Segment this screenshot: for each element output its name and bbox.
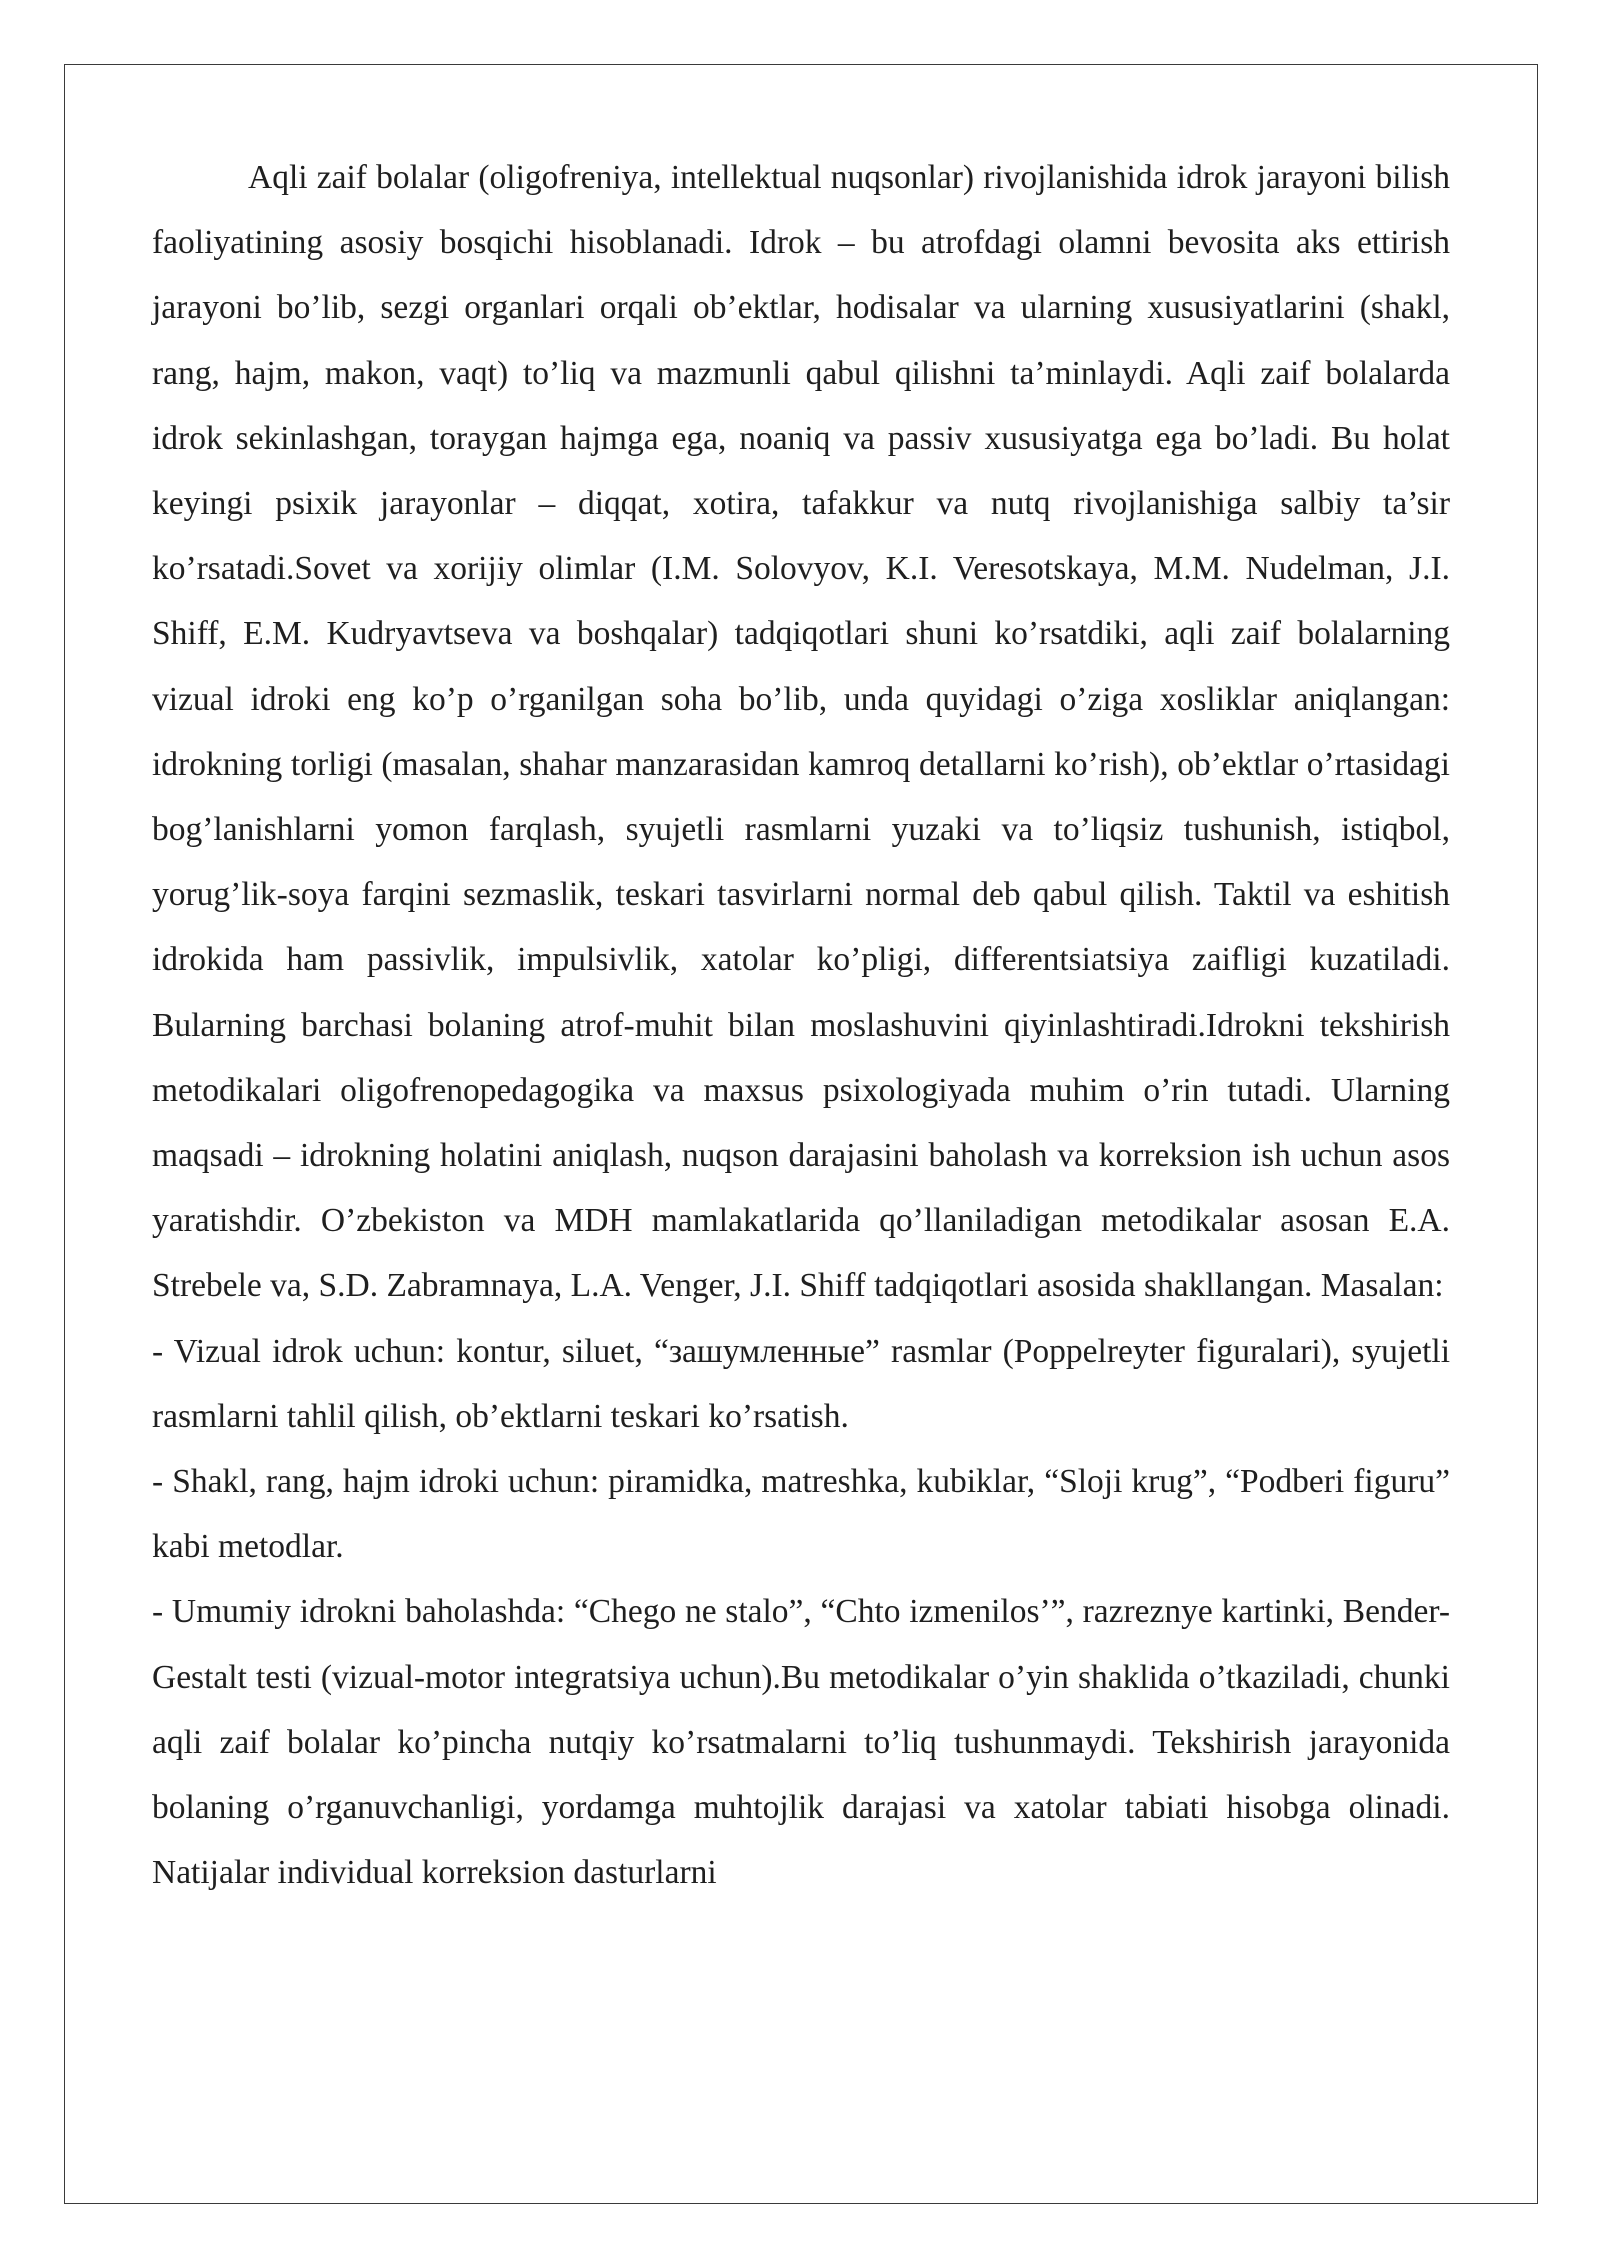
list-item-shape-color-size: - Shakl, rang, hajm idroki uchun: piramidka, matreshka, kubiklar, “Sloji krug”, “Podberi figuru” kabi metodlar. xyxy=(152,1463,1450,1566)
paragraph-intro: Aqli zaif bolalar (oligofreniya, intellektual nuqsonlar) rivojlanishida idrok jarayoni bilish faoliyatining asosiy bosqichi hisoblanadi. Idrok – bu atrofdagi olamni bevosita aks ettirish jarayoni bo’lib, sezgi organlari orqali ob’ektlar, hodisalar va ularning xususiyatlarini (shakl, rang, hajm, makon, vaqt) to’liq va mazmunli qabul qilishni ta’minlaydi. Aqli zaif bolalarda idrok sekinlashgan, toraygan hajmga ega, noaniq va passiv xususiyatga ega bo’ladi. Bu holat keyingi psixik jarayonlar – diqqat, xotira, tafakkur va nutq rivojlanishiga salbiy ta’sir ko’rsatadi.Sovet va xorijiy olimlar (I.M. Solovyov, K.I. Veresotskaya, M.M. Nudelman, J.I. Shiff, E.M. Kudryavtseva va boshqalar) tadqiqotlari shuni ko’rsatdiki, aqli zaif bolalarning vizual idroki eng ko’p o’rganilgan soha bo’lib, unda quyidagi o’ziga xosliklar aniqlangan: idrokning torligi (masalan, shahar manzarasidan kamroq detallarni ko’rish), ob’ektlar o’rtasidagi bog’lanishlarni yomon farqlash, syujetli rasmlarni yuzaki va to’liqsiz tushunish, istiqbol, yorug’lik-soya farqini sezmaslik, teskari tasvirlarni normal deb qabul qilish. Taktil va eshitish idrokida ham passivlik, impulsivlik, xatolar ko’pligi, differentsiatsiya zaifligi kuzatiladi. Bularning barchasi bolaning atrof-muhit bilan moslashuvini qiyinlashtiradi.Idrokni tekshirish metodikalari oligofrenopedagogika va maxsus psixologiyada muhim o’rin tutadi. Ularning maqsadi – idrokning holatini aniqlash, nuqson darajasini baholash va korreksion ish uchun asos yaratishdir. O’zbekiston va MDH mamlakatlarida qo’llaniladigan metodikalar asosan E.A. Strebele va, S.D. Zabramnaya, L.A. Venger, J.I. Shiff tadqiqotlari asosida shakllangan. Masalan: xyxy=(152,159,1450,1305)
document-body xyxy=(152,145,1450,1905)
list-item-visual-perception: - Vizual idrok uchun: kontur, siluet, “зашумленные” rasmlar (Poppelreyter figuralari), syujetli rasmlarni tahlil qilish, ob’ektlarni teskari ko’rsatish. xyxy=(152,1332,1450,1435)
list-item-general-perception: - Umumiy idrokni baholashda: “Chego ne stalo”, “Chto izmenilos’”, razreznye kartinki, Bender-Gestalt testi (vizual-motor integratsiya uchun).Bu metodikalar o’yin shaklida o’tkaziladi, chunki aqli zaif bolalar ko’pincha nutqiy ko’rsatmalarni to’liq tushunmaydi. Tekshirish jarayonida bolaning o’rganuvchanligi, yordamga muhtojlik darajasi va xatolar tabiati hisobga olinadi. Natijalar individual korreksion dasturlarni xyxy=(152,1593,1450,1892)
